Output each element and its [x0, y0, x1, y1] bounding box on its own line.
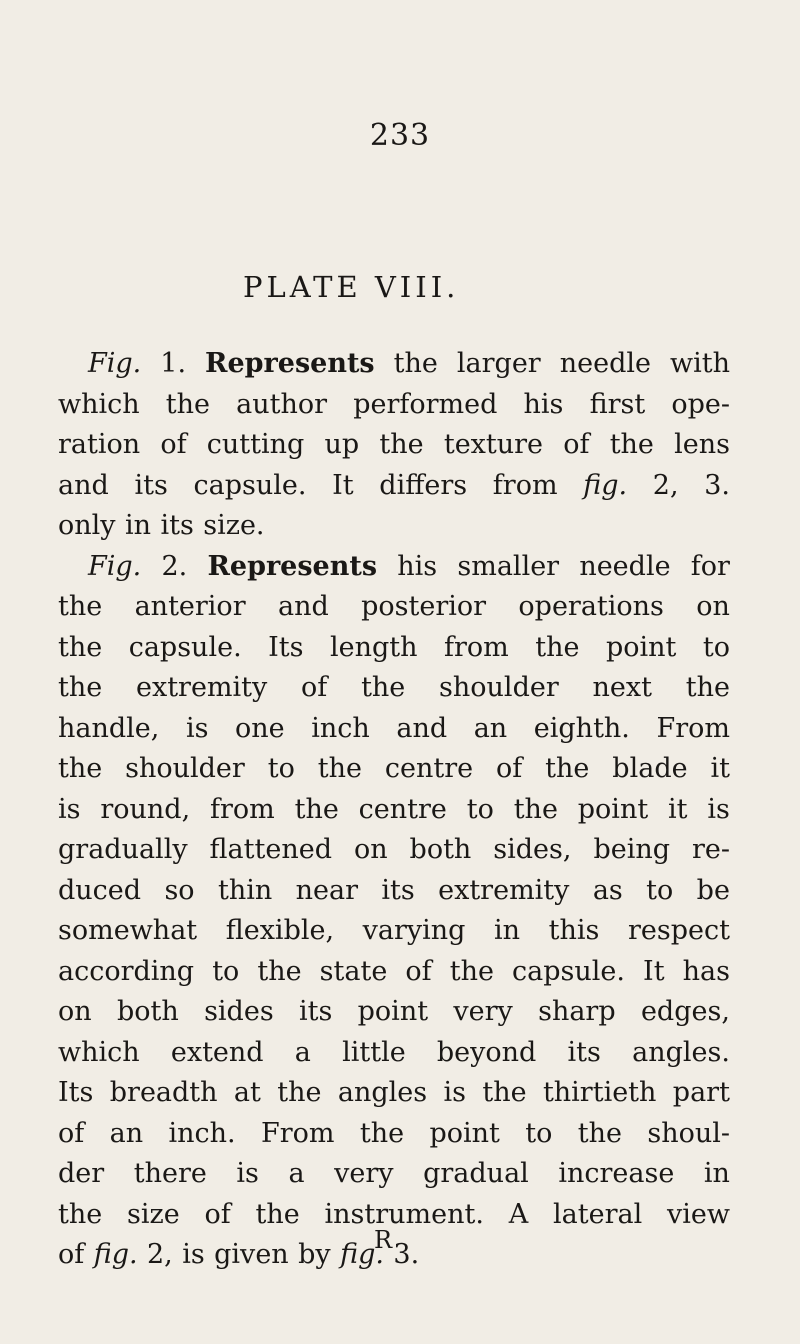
- word: point: [605, 631, 677, 663]
- word: both: [116, 996, 179, 1027]
- word: From: [261, 1117, 335, 1149]
- word: It: [643, 955, 665, 987]
- word: being: [593, 834, 671, 865]
- word: according: [58, 955, 195, 987]
- word: A: [508, 1198, 529, 1230]
- word: angles.: [632, 1036, 730, 1068]
- word: given: [214, 1239, 289, 1270]
- word: the: [535, 631, 580, 663]
- word: anterior: [134, 591, 246, 622]
- word: Represents: [207, 550, 378, 582]
- word: angles: [337, 1077, 428, 1108]
- word: shoulder: [439, 672, 559, 703]
- word: size.: [203, 510, 265, 541]
- word: the: [685, 672, 730, 703]
- word: 3.: [704, 469, 730, 501]
- word: its: [567, 1036, 601, 1068]
- word: point: [357, 996, 429, 1027]
- word: operations: [518, 591, 664, 622]
- word: this: [548, 915, 600, 946]
- word: is: [58, 793, 81, 825]
- word: point: [577, 793, 649, 825]
- word: the: [393, 348, 438, 379]
- word: its: [298, 996, 333, 1027]
- word: the: [482, 1077, 527, 1108]
- word: of: [405, 955, 432, 987]
- word: is: [707, 793, 730, 825]
- word: gradual: [423, 1158, 529, 1189]
- word: to: [267, 753, 295, 784]
- word: is: [443, 1077, 466, 1108]
- text-line: [58, 547, 730, 588]
- text-line: [58, 709, 730, 750]
- word: posterior: [361, 591, 487, 622]
- word: author: [236, 388, 328, 420]
- word: increase: [558, 1158, 675, 1189]
- word: for: [690, 550, 730, 582]
- word: differs: [379, 469, 468, 501]
- text-line: [58, 911, 730, 952]
- word: it: [710, 753, 730, 784]
- word: handle,: [58, 712, 160, 744]
- word: der: [58, 1158, 105, 1189]
- word: to: [466, 793, 494, 825]
- word: of: [160, 429, 187, 460]
- word: part: [672, 1077, 730, 1108]
- word: point: [429, 1117, 500, 1149]
- word: blade: [612, 753, 688, 784]
- word: by: [298, 1239, 331, 1270]
- word: very: [453, 996, 513, 1027]
- word: the: [545, 753, 590, 784]
- word: Its: [268, 631, 304, 663]
- word: his: [397, 550, 438, 582]
- text-line: [58, 668, 730, 709]
- text-line: [58, 385, 730, 426]
- word: it: [668, 793, 688, 825]
- word: thirtieth: [542, 1077, 657, 1108]
- text-line: [58, 1195, 730, 1236]
- word: 1.: [160, 348, 187, 379]
- word: and: [58, 469, 109, 501]
- word: lateral: [553, 1198, 643, 1230]
- text-line: [58, 425, 730, 466]
- word: Represents: [205, 348, 375, 379]
- word: the: [58, 753, 103, 784]
- word: size: [127, 1198, 180, 1230]
- word: in: [124, 510, 152, 541]
- word: of: [301, 672, 328, 703]
- word: capsule.: [512, 955, 625, 987]
- word: needle: [559, 348, 651, 379]
- word: is: [185, 712, 209, 744]
- word: texture: [443, 429, 544, 460]
- word: flexible,: [225, 915, 335, 946]
- word: the: [58, 672, 103, 703]
- text-line: [58, 1073, 730, 1114]
- plate-title: PLATE VIII.: [243, 270, 460, 304]
- word: to: [525, 1117, 553, 1149]
- text-line: [58, 587, 730, 628]
- word: re-: [691, 834, 730, 865]
- word: inch: [311, 712, 370, 744]
- word: centre: [384, 753, 474, 784]
- text-line: [58, 466, 730, 507]
- word: little: [342, 1036, 406, 1068]
- text-line: [58, 1033, 730, 1074]
- text-line: [58, 871, 730, 912]
- text-line: [58, 1114, 730, 1155]
- word: on: [696, 591, 730, 622]
- word: so: [164, 874, 195, 906]
- text-line: [58, 506, 730, 547]
- word: one: [235, 712, 285, 744]
- word: performed: [353, 388, 498, 420]
- word: the: [317, 753, 362, 784]
- word: both: [409, 834, 472, 865]
- word: gradually: [58, 834, 188, 865]
- word: its: [160, 510, 194, 541]
- word: the: [58, 631, 103, 663]
- word: is: [236, 1158, 259, 1189]
- text-line: [58, 628, 730, 669]
- word: at: [233, 1077, 261, 1108]
- word: sides,: [493, 834, 572, 865]
- word: there: [133, 1158, 207, 1189]
- word: inch.: [168, 1117, 236, 1149]
- word: his: [523, 388, 564, 420]
- word: the: [165, 388, 211, 420]
- word: its: [134, 469, 168, 501]
- word: only: [58, 510, 116, 541]
- word: up: [324, 429, 360, 460]
- word: near: [295, 874, 358, 906]
- text-line: [58, 992, 730, 1033]
- word: as: [592, 874, 623, 906]
- word: from: [492, 469, 558, 501]
- word: thin: [217, 874, 273, 906]
- word: capsule.: [193, 469, 307, 501]
- word: varying: [362, 915, 466, 946]
- word: shoul-: [647, 1117, 730, 1149]
- signature-mark: R: [374, 1226, 393, 1254]
- word: which: [58, 388, 140, 420]
- word: It: [332, 469, 354, 501]
- word: extremity: [438, 874, 570, 906]
- word: flattened: [209, 834, 332, 865]
- page-number: 233: [369, 118, 431, 153]
- word: length: [330, 631, 418, 663]
- word: extremity: [135, 672, 268, 703]
- word: of: [58, 1239, 85, 1270]
- word: the: [359, 1117, 405, 1149]
- word: larger: [456, 348, 541, 379]
- word: a: [294, 1036, 311, 1068]
- word: in: [703, 1158, 730, 1189]
- word: Fig.: [88, 550, 142, 582]
- word: next: [592, 672, 652, 703]
- word: of: [563, 429, 590, 460]
- word: ration: [58, 429, 141, 460]
- word: on: [58, 996, 92, 1027]
- word: and: [396, 712, 448, 744]
- word: an: [109, 1117, 144, 1149]
- word: the: [58, 1198, 103, 1230]
- word: fig.: [340, 1239, 384, 1270]
- text-line: [58, 749, 730, 790]
- word: sides: [204, 996, 274, 1027]
- word: edges,: [640, 996, 730, 1027]
- word: of: [496, 753, 523, 784]
- word: the: [255, 1198, 300, 1230]
- word: ope-: [671, 388, 730, 420]
- word: with: [669, 348, 730, 379]
- text-line: [58, 1154, 730, 1195]
- word: the: [58, 591, 103, 622]
- word: 2,: [652, 469, 679, 501]
- word: beyond: [436, 1036, 537, 1068]
- text-line: [58, 790, 730, 831]
- word: the: [449, 955, 494, 987]
- word: an: [473, 712, 508, 744]
- word: cutting: [206, 429, 305, 460]
- word: the: [257, 955, 302, 987]
- word: Its: [58, 1077, 94, 1108]
- word: lens: [674, 429, 730, 460]
- text-line: [58, 344, 730, 385]
- word: a: [288, 1158, 305, 1189]
- word: view: [667, 1198, 730, 1230]
- word: be: [696, 874, 730, 906]
- word: to: [212, 955, 240, 987]
- word: the: [379, 429, 424, 460]
- word: the: [294, 793, 339, 825]
- word: on: [353, 834, 388, 865]
- text-line: [58, 830, 730, 871]
- word: the: [609, 429, 654, 460]
- word: Fig.: [88, 348, 142, 379]
- word: needle: [579, 550, 671, 582]
- word: in: [494, 915, 521, 946]
- word: from: [210, 793, 275, 825]
- word: respect: [627, 915, 730, 946]
- text-line: [58, 952, 730, 993]
- text-line: [58, 1235, 730, 1276]
- word: of: [58, 1117, 85, 1149]
- word: shoulder: [125, 753, 245, 784]
- word: extend: [170, 1036, 264, 1068]
- word: to: [646, 874, 674, 906]
- word: has: [682, 955, 730, 987]
- word: smaller: [457, 550, 560, 582]
- word: 3.: [393, 1239, 420, 1270]
- word: sharp: [538, 996, 616, 1027]
- word: is: [182, 1239, 205, 1270]
- word: centre: [358, 793, 447, 825]
- word: state: [319, 955, 388, 987]
- word: the: [577, 1117, 622, 1149]
- word: and: [277, 591, 329, 622]
- word: the: [277, 1077, 322, 1108]
- word: eighth.: [533, 712, 630, 744]
- word: the: [361, 672, 406, 703]
- word: From: [656, 712, 730, 744]
- word: duced: [58, 874, 142, 906]
- word: 2,: [147, 1239, 173, 1270]
- word: fig.: [93, 1239, 138, 1270]
- word: fig.: [583, 469, 628, 501]
- word: first: [589, 388, 646, 420]
- body-text: [58, 344, 730, 1276]
- word: of: [204, 1198, 231, 1230]
- word: 2.: [161, 550, 188, 582]
- word: breadth: [109, 1077, 218, 1108]
- word: which: [58, 1036, 140, 1068]
- word: to: [702, 631, 730, 663]
- word: somewhat: [58, 915, 198, 946]
- word: its: [381, 874, 415, 906]
- word: capsule.: [128, 631, 242, 663]
- word: instrument.: [324, 1198, 484, 1230]
- word: from: [444, 631, 509, 663]
- word: the: [513, 793, 558, 825]
- word: very: [334, 1158, 394, 1189]
- word: round,: [100, 793, 191, 825]
